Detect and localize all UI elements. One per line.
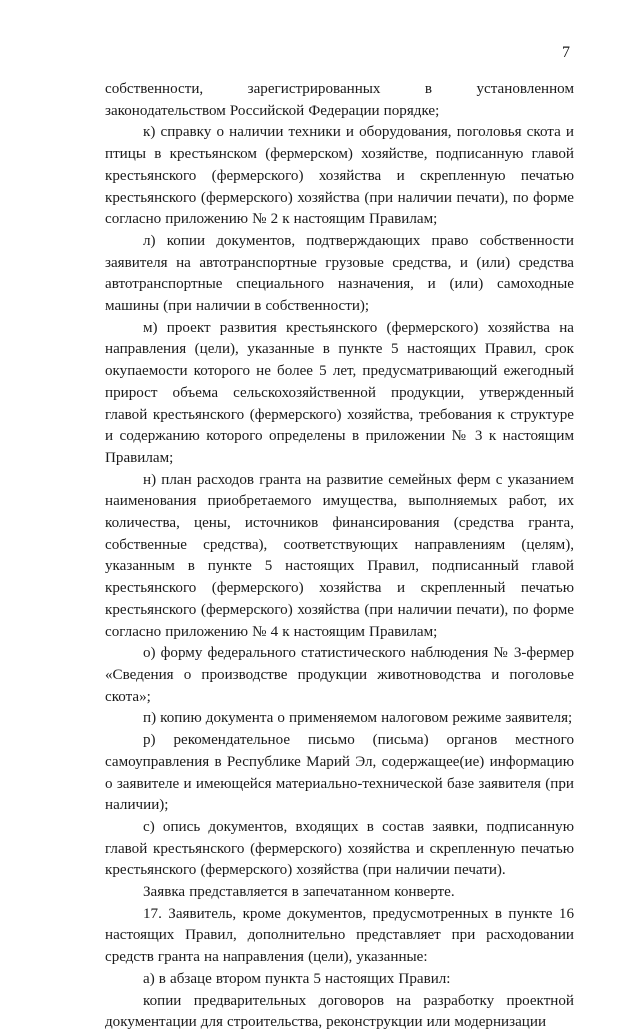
paragraph-k: к) справку о наличии техники и оборудования, поголовья скота и птицы в крестьянском (фермерском) хозяйстве, подписанную главой крестьянского (фермерского) хозяйства и скрепленную печатью крестьянского (фермерского) хозяйства (при наличии печати), по форме согласно приложению № 2 к настоящим Правилам; [105, 124, 574, 228]
paragraph-continuation: собственности, зарегистрированных в установленном законодательством Российской Федерации порядке; [105, 81, 574, 119]
paragraph-17-a: а) в абзаце втором пункта 5 настоящих Правил: [143, 970, 451, 987]
paragraph-copies-contracts: копии предварительных договоров на разработку проектной документации для строительства, реконструкции или модернизации [105, 992, 574, 1031]
paragraph-sealed-envelope: Заявка представляется в запечатанном конверте. [143, 884, 455, 901]
page-number: 7 [562, 44, 570, 61]
paragraph-p: п) копию документа о применяемом налоговом режиме заявителя; [143, 710, 573, 727]
document-body [105, 79, 574, 1034]
paragraph-17: 17. Заявитель, кроме документов, предусмотренных в пункте 16 настоящих Правил, дополнительно представляет при расходовании средств гранта на направления (цели), указанные: [105, 905, 574, 966]
paragraph-s: с) опись документов, входящих в состав заявки, подписанную главой крестьянского (фермерского) хозяйства и скрепленную печатью крестьянского (фермерского) хозяйства (при наличии печати). [105, 818, 574, 879]
paragraph-m: м) проект развития крестьянского (фермерского) хозяйства на направления (цели), указанные в пункте 5 настоящих Правил, срок окупаемости которого не более 5 лет, предусматривающий ежегодный прирост объема сельскохозяйственной продукции, утвержденный главой крестьянского (фермерского) хозяйства, требования к структуре и содержанию которого определены в приложении № 3 к настоящим Правилам; [105, 319, 574, 466]
paragraph-r: р) рекомендательное письмо (письма) органов местного самоуправления в Республике Марий Эл, содержащее(ие) информацию о заявителе и имеющейся материально-технической базе заявителя (при наличии); [105, 732, 574, 814]
paragraph-l: л) копии документов, подтверждающих право собственности заявителя на автотранспортные грузовые средства, и (или) средства автотранспортные специального назначения, и (или) самоходные машины (при наличии в собственности); [105, 232, 574, 315]
paragraph-n: н) план расходов гранта на развитие семейных ферм с указанием наименования приобретаемого имущества, выполняемых работ, их количества, цены, источников финансирования (средства гранта, собственные средства), соответствующих направлениям (целям), указанным в пункте 5 настоящих Правил, подписанный главой крестьянского (фермерского) хозяйства и скрепленный печатью крестьянского (фермерского) хозяйства (при наличии печати), по форме согласно приложению № 4 к настоящим Правилам; [105, 471, 574, 640]
paragraph-o: о) форму федерального статистического наблюдения № 3-фермер «Сведения о производстве продукции животноводства и поголовье скота»; [105, 645, 574, 705]
